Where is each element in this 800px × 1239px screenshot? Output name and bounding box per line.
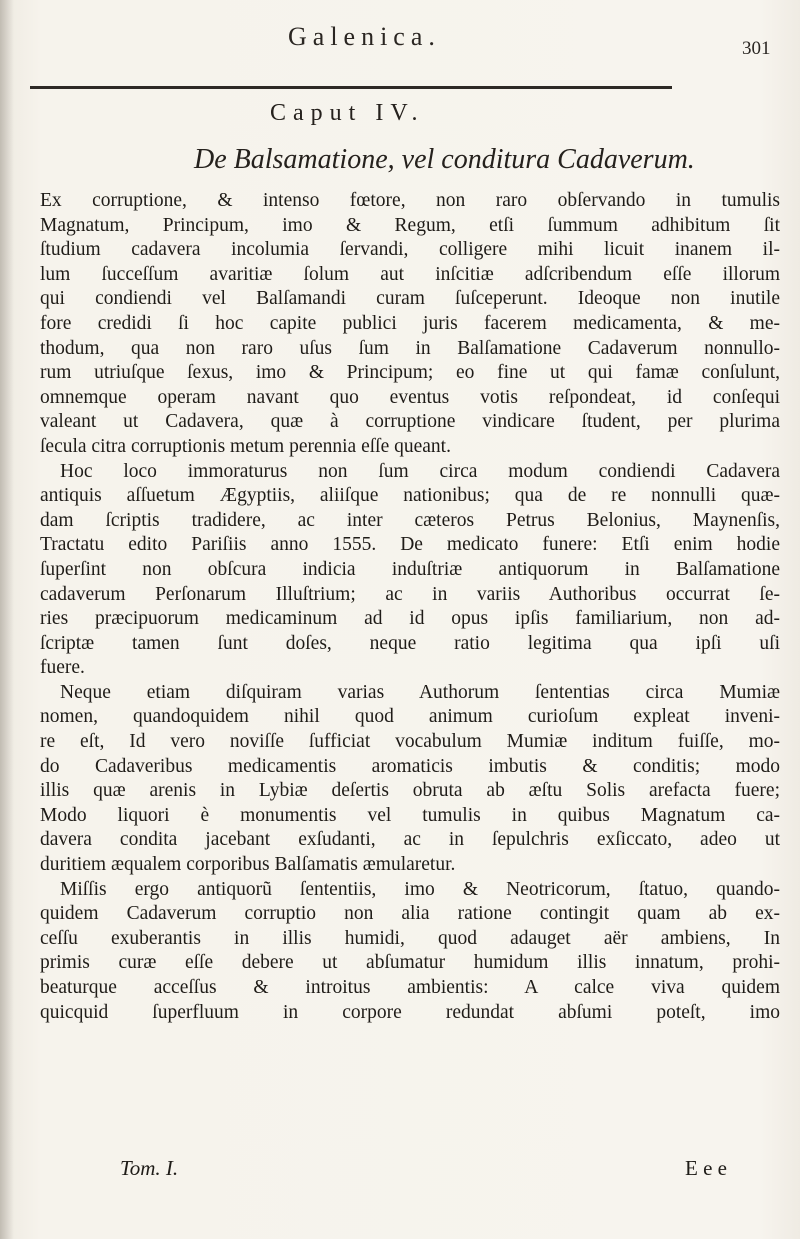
text-line: ſecula citra corruptionis metum perennia eſſe queant.: [40, 435, 451, 457]
text-line: nomen, quandoquidem nihil quod animum curioſum expleat inveni-: [40, 706, 780, 728]
volume-signature: Tom. I.: [120, 1156, 179, 1180]
header-rule: [30, 86, 672, 89]
text-line: Hoc loco immoraturus non ſum circa modum condiendi Cadavera: [60, 460, 780, 482]
text-line: thodum, qua non raro uſus ſum in Balſamatione Cadaverum nonnullo-: [40, 337, 780, 359]
text-line: Neque etiam diſquiram varias Authorum ſententias circa Mumiæ: [60, 681, 780, 703]
text-line: primis curæ eſſe debere ut abſumatur humidum illis innatum, prohi-: [40, 952, 780, 974]
text-line: Tractatu edito Pariſiis anno 1555. De medicato funere: Etſi enim hodie: [40, 534, 780, 556]
text-line: qui condiendi vel Balſamandi curam ſuſceperunt. Ideoque non inutile: [40, 288, 780, 310]
catchword: E e e: [685, 1156, 727, 1180]
text-line: valeant ut Cadavera, quæ à corruptione vindicare ſtudent, per plurima: [40, 411, 780, 433]
text-line: dam ſcriptis tradidere, ac inter cæteros Petrus Belonius, Maynenſis,: [40, 509, 780, 531]
text-line: re eſt, Id vero noviſſe ſufficiat vocabulum Mumiæ inditum fuiſſe, mo-: [40, 731, 780, 753]
running-head: Galenica.: [288, 22, 441, 51]
text-line: do Cadaveribus medicamentis aromaticis imbutis & conditis; modo: [40, 755, 780, 777]
text-line: davera condita jacebant exſudanti, ac in ſepulchris exſiccato, adeo ut: [40, 829, 780, 851]
text-line: ſuperſint non obſcura indicia induſtriæ antiquorum in Balſamatione: [40, 558, 780, 580]
text-line: cadaverum Perſonarum Illuſtrium; ac in variis Authoribus occurrat ſe-: [40, 583, 780, 605]
text-line: duritiem æqualem corporibus Balſamatis æmularetur.: [40, 854, 456, 876]
text-line: fore credidi ſi hoc capite publici juris facerem medicamenta, & me-: [40, 312, 780, 334]
text-line: omnemque operam navant quo eventus votis reſpondeat, id conſequi: [40, 386, 780, 408]
text-line: fuere.: [40, 657, 85, 679]
text-line: beaturque acceſſus & introitus ambientis: A calce viva quidem: [40, 977, 780, 998]
text-line: ries præcipuorum medicaminum ad id opus ipſis familiarium, non ad-: [40, 608, 780, 630]
text-line: antiquis aſſuetum Ægyptiis, aliiſque nationibus; qua de re nonnulli quæ-: [40, 485, 780, 507]
text-line: Magnatum, Principum, imo & Regum, etſi ſummum adhibitum ſit: [40, 214, 780, 236]
chapter-heading: Caput IV.: [270, 100, 425, 126]
text-line: Ex corruptione, & intenso fœtore, non raro obſervando in tumulis: [40, 190, 780, 211]
text-line: ceſſu exuberantis in illis humidi, quod adauget aër ambiens, In: [40, 927, 780, 949]
gutter-shadow: [0, 0, 14, 1239]
text-line: lum ſucceſſum avaritiæ ſolum aut inſcitiæ adſcribendum eſſe illorum: [40, 263, 780, 285]
chapter-title: De Balsamatione, vel conditura Cadaverum.: [194, 144, 695, 175]
body-text: [40, 189, 780, 1025]
text-line: Miſſis ergo antiquorũ ſententiis, imo & Neotricorum, ſtatuo, quando-: [60, 878, 780, 900]
page-number: 301: [742, 38, 771, 59]
text-line: Modo liquori è monumentis vel tumulis in quibus Magnatum ca-: [40, 804, 780, 826]
text-line: rum utriuſque ſexus, imo & Principum; eo fine ut qui famæ conſulunt,: [40, 362, 780, 384]
text-line: quicquid ſuperfluum in corpore redundat abſumi poteſt, imo: [40, 1001, 780, 1023]
text-line: quidem Cadaverum corruptio non alia ratione contingit quam ab ex-: [40, 903, 780, 925]
text-line: ſtudium cadavera incolumia ſervandi, colligere mihi licuit inanem il-: [40, 239, 780, 261]
text-line: ſcriptæ tamen ſunt doſes, neque ratio legitima qua ipſi uſi: [40, 632, 780, 654]
text-line: illis quæ arenis in Lybiæ deſertis obruta ab æſtu Solis arefacta fuere;: [40, 780, 780, 802]
